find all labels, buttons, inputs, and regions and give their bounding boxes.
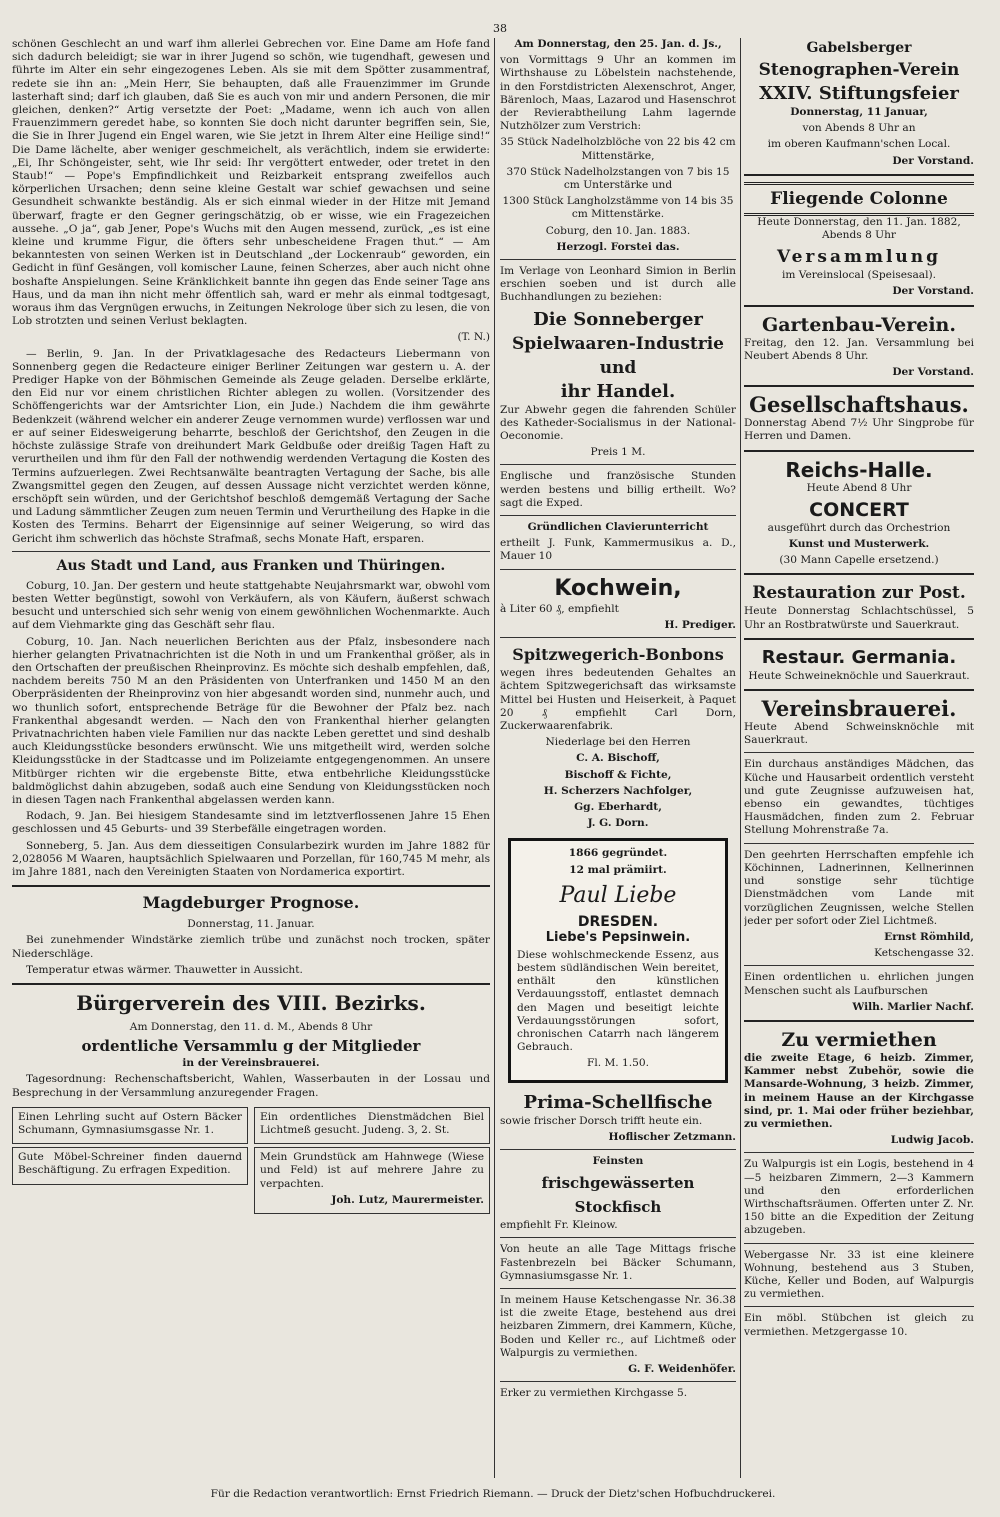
- vereinsbrauerei-text: Heute Abend Schweinsknöchle mit Sauerkraut.: [744, 721, 974, 747]
- bonbons-dealer: J. G. Dorn.: [587, 817, 649, 830]
- divider: [744, 965, 974, 966]
- vermiethen-title: Zu vermiethen: [781, 1028, 937, 1051]
- bonbons-dealer: H. Scherzers Nachfolger,: [543, 784, 693, 797]
- bonbons-dealer: C. A. Bischoff,: [576, 752, 660, 765]
- divider: [500, 464, 736, 465]
- maedchen-ad: Ein durchaus anständiges Mädchen, das Küche und Hausarbeit ordentlich versteht und gute Zeugnisse aufzuweisen hat, ebenso ein gewandtes, tüchtiges Hausmädchen, finden zum 2. Februar Stellung Mohrenstraße 7a.: [744, 758, 974, 837]
- bonbons-niederlage: Niederlage bei den Herren: [545, 736, 691, 749]
- fliegende-colonne-title: Fliegende Colonne: [744, 182, 974, 216]
- gartenbau-text: Freitag, den 12. Jan. Versammlung bei Neubert Abends 8 Uhr.: [744, 336, 974, 362]
- divider: [744, 1306, 974, 1307]
- divider: [744, 752, 974, 753]
- divider: [500, 637, 736, 638]
- stockfisch-head: Feinsten: [592, 1154, 644, 1167]
- post-title: Restauration zur Post.: [752, 583, 966, 604]
- laufbursche-signature: Wilh. Marlier Nachf.: [852, 1000, 974, 1013]
- page-number: 38: [493, 22, 507, 35]
- reichs-halle-note: (30 Mann Capelle ersetzend.): [779, 554, 939, 567]
- fliegende-colonne-text: Heute Donnerstag, den 11. Jan. 1882, Abends 8 Uhr: [757, 215, 961, 242]
- gabelsberger-title-3: XXIV. Stiftungsfeier: [759, 83, 959, 104]
- ad-grundstueck: Mein Grundstück am Hahnwege (Wiese und Feld) ist auf mehrere Jahre zu verpachten.: [260, 1151, 484, 1190]
- ad-clavier-head: Gründlichen Clavierunterricht: [527, 521, 709, 534]
- vermiethen-text: die zweite Etage, 6 heizb. Zimmer, Kammer nebst Zubehör, sowie die Mansarde-Wohnung, 3 heizb. Zimmer, in meinem Hause an der Kirchgasse sind, pr. 1. Mai oder früher beziehbar, zu vermiethen.: [744, 1051, 974, 1130]
- gesellschaftshaus-title: Gesellschaftshaus.: [749, 392, 969, 418]
- ad-lehrling: Einen Lehrling sucht auf Ostern Bäcker Schumann, Gymnasiumsgasse Nr. 1.: [18, 1110, 242, 1137]
- stockfisch-title: frischgewässerten Stockfisch: [541, 1174, 695, 1217]
- schellfische-title: Prima-Schellfische: [523, 1091, 713, 1113]
- wohnung-signature: G. F. Weidenhöfer.: [628, 1363, 736, 1375]
- stockfisch-text: empfiehlt Fr. Kleinow.: [500, 1219, 618, 1232]
- pepsin-ad: [508, 838, 728, 1082]
- book-title-3: ihr Handel.: [560, 380, 676, 402]
- book-title-1: Die Sonneberger: [533, 308, 703, 330]
- divider: [500, 569, 736, 570]
- reichs-halle-time: Heute Abend 8 Uhr: [806, 481, 912, 494]
- buergerverein-line-2: ordentliche Versammlu g der Mitglieder: [81, 1037, 421, 1056]
- reichs-halle-by: ausgeführt durch das Orchestrion: [767, 521, 951, 534]
- fliegende-colonne-head: Versammlung: [776, 247, 942, 268]
- ad-stunden: Englische und französische Stunden werden bestens und billig ertheilt. Wo? sagt die Exped.: [500, 470, 736, 509]
- auction-date: Coburg, den 10. Jan. 1883.: [545, 224, 691, 237]
- divider: [744, 450, 974, 452]
- divider: [744, 305, 974, 307]
- book-title-2: Spielwaaren-Industrie und: [512, 333, 724, 378]
- auction-item: 1300 Stück Langholzstämme von 14 bis 35 cm Mittenstärke.: [502, 195, 734, 221]
- buergerverein-line-3: in der Vereinsbrauerei.: [182, 1057, 320, 1070]
- erker-ad: Erker zu vermiethen Kirchgasse 5.: [500, 1387, 688, 1400]
- gabelsberger-signature: Der Vorstand.: [892, 154, 974, 167]
- buergerverein-line-1: Am Donnerstag, den 11. d. M., Abends 8 Uhr: [129, 1021, 373, 1033]
- pepsin-awards: 12 mal prämiirt.: [569, 863, 667, 876]
- article-berlin: — Berlin, 9. Jan. In der Privatklagesache des Redacteurs Liebermann von Sonnenberg gegen die Redacteure einiger Berliner Zeitungen war gestern u. A. der Prediger Hapke von der Böhmischen Gemeinde als Zeuge geladen. Derselbe erklärte, den Eid nur vor einem christlichen Richter ablegen zu wollen. (Vorsitzender des Schöffengerichts war der Amtsrichter Lion, ein Jude.) Nachdem die ihm gewährte Bedenkzeit (während welcher ein anderer Zeuge vernommen wurde) verflossen war und er auf seiner Eidesweigerung beharrte, beschloß der Gerichtshof, den Zeugen in die höchste zulässige Strafe von dreihundert Mark Geldbuße oder dreißig Tagen Haft zu verurtheilen und ihm für den Fall der nothwendig werdenden Vertagung die Kosten des Termins aufzuerlegen. Zwei Rechtsanwälte beantragten Vertagung der Sache, bis alle Zwangsmittel gegen den Zeugen, auf dessen Aussage nicht verzichtet werden könne, erschöpft sein würden, und der Gerichtshof beschloß demgemäß Vertagung der Sache und Ladung sämmtlicher Zeugen zum neuen Termin und Verurtheilung des Hapke in die Kosten des Termins. Beharrt der Eigensinnige auf seiner Weigerung, so wird das Gericht ihm schwerlich das höchste Strafmaß, sechs Monate Haft, ersparen.: [12, 347, 490, 545]
- divider: [12, 885, 490, 887]
- book-subtitle: Zur Abwehr gegen die fahrenden Schüler des Katheder-Socialismus in der National-Oeconomie.: [500, 403, 736, 443]
- divider: [744, 843, 974, 844]
- fastenbrezeln: Von heute an alle Tage Mittags frische Fastenbrezeln bei Bäcker Schumann, Gymnasiumsgasse Nr. 1.: [500, 1243, 736, 1282]
- stuebchen-ad: Ein möbl. Stübchen ist gleich zu vermiethen. Metzgergasse 10.: [744, 1312, 974, 1338]
- herrschaften-signature: Ernst Römhild,: [884, 930, 974, 943]
- gabelsberger-title: Gabelsberger: [806, 40, 912, 56]
- divider: [744, 1020, 974, 1022]
- reichs-halle-sub: Kunst und Musterwerk.: [788, 538, 930, 551]
- divider: [500, 1288, 736, 1289]
- post-text: Heute Donnerstag Schlachtschüssel, 5 Uhr an Rostbratwürste und Sauerkraut.: [744, 605, 974, 631]
- divider: [744, 174, 974, 176]
- divider: [12, 983, 490, 985]
- book-price: Preis 1 M.: [590, 446, 646, 459]
- vermiethen-signature: Ludwig Jacob.: [890, 1134, 974, 1147]
- prognose-text-2: Temperatur etwas wärmer. Thauwetter in Aussicht.: [26, 963, 303, 976]
- divider: [744, 385, 974, 387]
- gartenbau-signature: Der Vorstand.: [892, 366, 974, 379]
- auction-item: 35 Stück Nadelholzblöche von 22 bis 42 cm Mittenstärke,: [500, 136, 736, 162]
- bonbons-title: Spitzwegerich-Bonbons: [512, 645, 724, 665]
- prognose-title: Magdeburger Prognose.: [142, 893, 360, 913]
- section-title: Aus Stadt und Land, aus Franken und Thüringen.: [56, 557, 446, 574]
- gabelsberger-title-2: Stenographen-Verein: [758, 60, 960, 80]
- fliegende-colonne-signature: Der Vorstand.: [892, 285, 974, 298]
- divider: [744, 1243, 974, 1244]
- divider: [12, 551, 490, 552]
- gabelsberger-time: von Abends 8 Uhr an: [802, 122, 916, 135]
- germania-text: Heute Schweineknöchle und Sauerkraut.: [748, 669, 970, 682]
- kochwein-text: à Liter 60 ₰, empfiehlt: [500, 602, 619, 615]
- reichs-halle-title: Reichs-Halle.: [785, 457, 933, 482]
- bonbons-dealer: Bischoff & Fichte,: [564, 768, 672, 781]
- laufbursche-ad: Einen ordentlichen u. ehrlichen jungen Menschen sucht als Laufburschen: [744, 971, 974, 997]
- divider: [500, 515, 736, 516]
- article-coburg-2: Coburg, 10. Jan. Nach neuerlichen Berichten aus der Pfalz, insbesondere nach hierher gelangten Privatnachrichten ist die Noth in und um Frankenthal größer, als in den Ortschaften der preußischen Rheinprovinz. Es möchte sich deshalb empfehlen, daß, nachdem bereits 750 M an den Präsidenten von Unterfranken und 1450 M an den Oberpräsidenten der Rheinprovinz von hier abgesandt worden sind, nunmehr auch, und wo thunlich sofort, entsprechende Beträge für die Bewohner der Pfalz bez. nach Frankenthal abgesandt werden. — Nach den von Frankenthal hierher gelangten Privatnachrichten haben viele Familien nur das nackte Leben gerettet und sind deshalb auch Kleidungsstücke besonders erwünscht. Wie uns mitgetheilt wird, werden solche Kleidungsstücke in der Stadtcasse und im Polizeiamte entgegengenommen. An unsere Mitbürger richten wir die ergebenste Bitte, etwa entbehrliche Kleidungsstücke baldmöglichst dahin abzugeben, sodaß auch eine Sendung von Kleidungsstücken noch in diesen Tagen nach Frankenthal abgelassen werden kann.: [12, 635, 490, 806]
- auction-text: von Vormittags 9 Uhr an kommen im Wirthshause zu Löbelstein nachstehende, in den Forstdistricten Alexenschrot, Anger, Bärenloch, Maas, Lazarod und Hasenschrot der Revierabtheilung Lahm lagernde Nutzhölzer zum Verstrich:: [500, 54, 736, 133]
- prognose-date: Donnerstag, 11. Januar.: [187, 918, 315, 931]
- divider: [744, 638, 974, 640]
- pepsin-city: DRESDEN.: [577, 913, 659, 930]
- kochwein-title: Kochwein,: [554, 575, 682, 601]
- prognose-text-1: Bei zunehmender Windstärke ziemlich trübe und zunächst noch trocken, später Niederschläge.: [12, 934, 490, 960]
- article-coburg-1: Coburg, 10. Jan. Der gestern und heute stattgehabte Neujahrsmarkt war, obwohl vom besten Wetter begünstigt, sowohl von Verkäufern, als von Käufern, äußerst schwach besucht und unterschied sich sehr wenig von einem gewöhnlichen Wochenmarkte. Auch auf dem Viehmarkte ging das Geschäft sehr flau.: [12, 579, 490, 632]
- auction-head: Am Donnerstag, den 25. Jan. d. Js.,: [514, 38, 722, 50]
- gabelsberger-place: im oberen Kaufmann'schen Local.: [767, 138, 951, 151]
- auction-item: 370 Stück Nadelholzstangen von 7 bis 15 cm Unterstärke und: [506, 165, 730, 192]
- ad-clavier-text: ertheilt J. Funk, Kammermusikus a. D., Mauer 10: [500, 537, 736, 563]
- column-right: [744, 38, 974, 1478]
- divider: [744, 689, 974, 691]
- divider: [500, 1237, 736, 1238]
- gartenbau-title: Gartenbau-Verein.: [762, 313, 956, 336]
- herrschaften-address: Ketschengasse 32.: [874, 947, 974, 960]
- article-rodach: Rodach, 9. Jan. Bei hiesigem Standesamte sind im letztverflossenen Jahre 15 Ehen geschlossen und 45 Geburts- und 39 Sterbefälle eingetragen worden.: [12, 810, 490, 836]
- bonbons-text: wegen ihres bedeutenden Gehaltes an ächtem Spitzwegerichsaft das wirksamste Mittel bei Husten und Heiserkeit, à Paquet 20 ₰ empfiehlt Carl Dorn, Zuckerwaarenfabrik.: [500, 667, 736, 732]
- pepsin-signature: Paul Liebe: [559, 882, 677, 908]
- ad-moebel-schreiner: Gute Möbel-Schreiner finden dauernd Beschäftigung. Zu erfragen Expedition.: [18, 1151, 242, 1177]
- schellfische-text: sowie frischer Dorsch trifft heute ein.: [500, 1114, 703, 1127]
- article-pope: schönen Geschlecht an und warf ihm allerlei Gebrechen vor. Eine Dame am Hofe fand sich dadurch beleidigt; sie war in ihrer Jugend so schön, wie tugendhaft, gewesen und führte im Alter ein sehr eingezogenes Leben. Als sie mit dem Spötter zusammentraf, redete sie ihn an: „Mein Herr, Sie behaupten, daß alle Frauenzimmer im Grunde lasterhaft sind; darf ich glauben, daß Sie es auch von mir und andern Personen, die mir gleichen, denken?“ Artig versetzte der Poet: „Madame, wenn ich auch von allen Frauenzimmern geredet habe, so konnten Sie doch nicht darunter begriffen sein, Sie, die Sie in Ihrer Jugend ein Engel waren, wie Sie jetzt in Ihrem Alter eine Heilige sind!“ Die Dame lächelte, aber weniger geschmeichelt, als verächtlich, indem sie erwiderte: „Ei, Ihr Schöngeister, seht, wie Ihr seid: Ihr vergöttert entweder, oder tretet in den Staub!“ — Pope's Empfindlichkeit und Reizbarkeit entsprang zweifellos auch körperlichen Ursachen; denn seine kleine Gestalt war schief gewachsen und seine Gesundheit schwankte beständig. Als er sich einmal wieder in der Hitze mit Jemand überwarf, fragte er den Gegner geringschätzig, ob er wisse, wie ein Fragezeichen aussehe. „O ja“, gab Jener, Pope's Wuchs mit den Augen messend, zurück, „es ist eine kleine und krumme Figur, die öfters sehr unbescheidene Fragen thut.“ — Am bekanntesten von seinen Werken ist in Deutschland „der Lockenraub“ geworden, ein Gedicht in fünf Gesängen, voll komischer Laune, feinen Scherzes, aber auch nicht ohne boshafte Anspielungen. Seine Kränklichkeit bannte ihn gegen das Ende seiner Tage ans Haus, und da man ihn nicht mehr öffentlich sah, ward er mehr als einmal todtgesagt, woraus ihm das Vergnügen erwuchs, in Zeitungen Nekrologe über sich zu lesen, die von Lob strotzten und seinen Verlust beklagten.: [12, 38, 490, 328]
- divider: [500, 1149, 736, 1150]
- buergerverein-text: Tagesordnung: Rechenschaftsbericht, Wahlen, Wasserbauten in der Lossau und Besprechung in der Versammlung anzuregender Fragen.: [12, 1073, 490, 1099]
- divider: [744, 1152, 974, 1153]
- divider: [500, 259, 736, 260]
- divider: [744, 573, 974, 575]
- pepsin-text: Diese wohlschmeckende Essenz, aus bestem südländischen Wein bereitet, enthält den künstlichen Verdauungsstoff, entlastet demnach den Magen und beseitigt leichte Verdauungsstörungen sofort, chronischen Catarrh nach längerem Gebrauch.: [517, 948, 719, 1054]
- pepsin-name: Liebe's Pepsinwein.: [545, 929, 691, 945]
- divider: [500, 1381, 736, 1382]
- fliegende-colonne-place: im Vereinslocal (Speisesaal).: [782, 269, 936, 282]
- pepsin-founded: 1866 gegründet.: [568, 847, 668, 860]
- column-middle: [500, 38, 736, 1478]
- reichs-halle-concert: CONCERT: [809, 498, 909, 521]
- auction-signature: Herzogl. Forstei das.: [556, 240, 680, 253]
- logis-ad: Zu Walpurgis ist ein Logis, bestehend in 4—5 heizbaren Zimmern, 2—3 Kammern und den erforderlichen Wirthschaftsräumen. Offerten unter Z. Nr. 150 bitte an die Expedition der Zeitung abzugeben.: [744, 1158, 974, 1237]
- bonbons-dealer: Gg. Eberhardt,: [574, 800, 662, 813]
- column-rule-1: [494, 38, 495, 1478]
- gesellschaftshaus-text: Donnerstag Abend 7½ Uhr Singprobe für Herren und Damen.: [744, 417, 974, 443]
- article-sonneberg: Sonneberg, 5. Jan. Aus dem diesseitigen Consularbezirk wurden im Jahre 1882 für 2,028056 M Waaren, hauptsächlich Spielwaaren und Porzellan, für 160,745 M mehr, als im Jahre 1881, nach den Vereinigten Staaten von Nordamerica exportirt.: [12, 839, 490, 878]
- column-rule-2: [740, 38, 741, 1478]
- schellfische-signature: Hoflischer Zetzmann.: [608, 1130, 736, 1143]
- pepsin-price: Fl. M. 1.50.: [586, 1057, 649, 1070]
- germania-title: Restaur. Germania.: [761, 646, 957, 668]
- vereinsbrauerei-title: Vereinsbrauerei.: [761, 696, 957, 722]
- wohnung-ad: In meinem Hause Ketschengasse Nr. 36.38 ist die zweite Etage, bestehend aus drei heizbaren Zimmern, drei Kammern, Küche, Boden und Keller rc., auf Lichtmeß oder Walpurgis zu vermiethen.: [500, 1293, 736, 1359]
- ad-dienstmaedchen: Ein ordentliches Dienstmädchen Biel Lichtmeß gesucht. Judeng. 3, 2. St.: [260, 1110, 484, 1137]
- column-left: [12, 38, 490, 1478]
- herrschaften-ad: Den geehrten Herrschaften empfehle ich Köchinnen, Ladnerinnen, Kellnerinnen und sonstige sehr tüchtige Dienstmädchen vom Lande mit vorzüglichen Zeugnissen, welche Stellen jeder per sofort oder Ziel Lichtmeß.: [744, 848, 974, 927]
- kochwein-signature: H. Prediger.: [664, 618, 736, 631]
- footer-imprint: Für die Redaction verantwortlich: Ernst Friedrich Riemann. — Druck der Dietz'schen Hofbuchdruckerei.: [210, 1488, 776, 1500]
- buergerverein-title: Bürgerverein des VIII. Bezirks.: [76, 991, 426, 1015]
- wohnung-klein-ad: Webergasse Nr. 33 ist eine kleinere Wohnung, bestehend aus 3 Stuben, Küche, Keller und Boden, auf Walpurgis zu vermiethen.: [744, 1248, 974, 1301]
- ad-grundstueck-signature: Joh. Lutz, Maurermeister.: [331, 1193, 484, 1206]
- small-ads-row: [12, 1104, 490, 1217]
- gabelsberger-date: Donnerstag, 11 Januar,: [790, 106, 928, 118]
- article-pope-signature: (T. N.): [457, 331, 490, 344]
- book-intro: Im Verlage von Leonhard Simion in Berlin erschien soeben und ist durch alle Buchhandlungen zu beziehen:: [500, 265, 736, 304]
